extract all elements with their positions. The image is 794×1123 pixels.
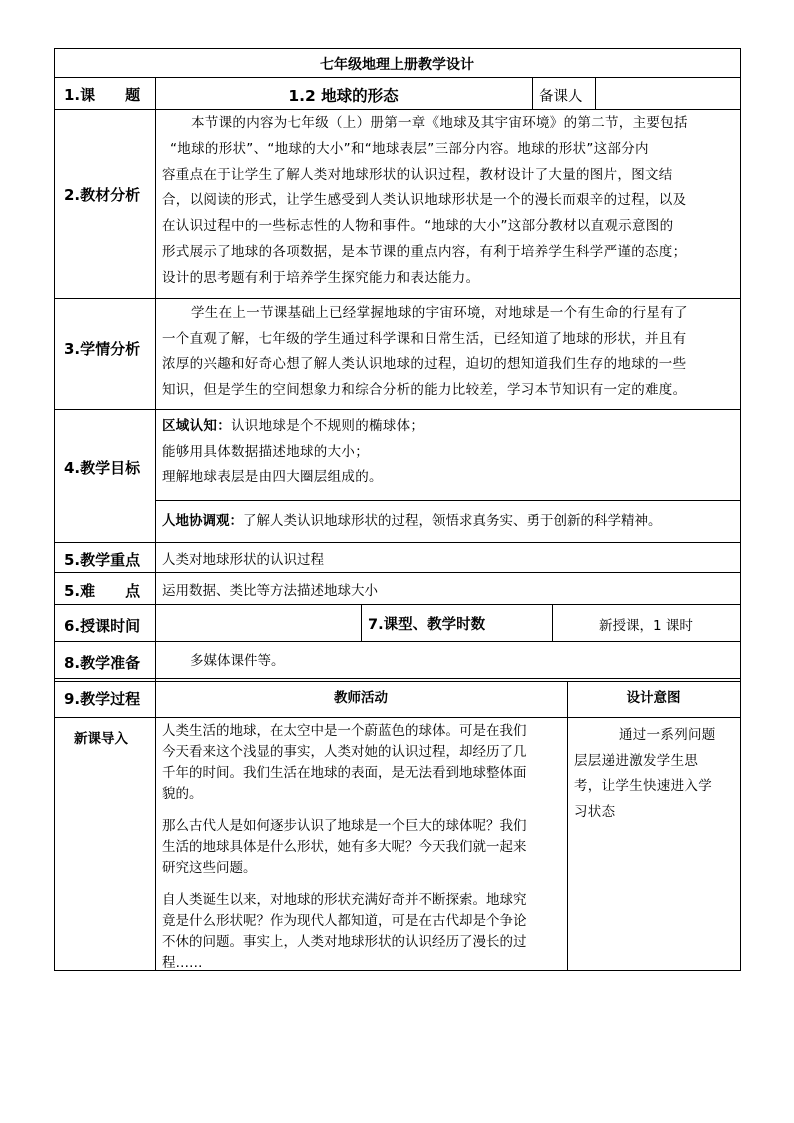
table-line [54,681,741,682]
page-title: 七年级地理上册教学设计 [320,57,474,73]
table-line [532,77,533,109]
analysis-line: 形式展示了地球的各项数据，是本节课的重点内容，有利于培养学生科学严谨的态度； [162,243,687,260]
lesson-type-label: 7.课型、教学时数 [368,617,486,633]
table-line [54,572,741,573]
lesson-type-value: 新授课，1 课时 [599,618,693,634]
table-line [155,77,156,970]
teacher-paragraph: 人类生活的地球，在太空中是一个蔚蓝色的球体。可是在我们 今天看来这个浅显的事实，人类对她的认识过程，却经历了几 千年的时间。我们生活在地球的表面，是无法看到地球整体面 貌的。 [162,723,527,802]
prep-value: 多媒体课件等。 [190,653,285,669]
topic-value: 1.2 地球的形态 [288,87,399,105]
analysis-line: 本节课的内容为七年级（上）册第一章《地球及其宇宙环境》的第二节，主要包括 [191,115,688,131]
process-label: 9.教学过程 [64,690,141,708]
table-line [54,717,741,718]
analysis-label: 2.教材分析 [64,186,141,204]
table-line [54,77,741,78]
teacher-column-header: 教师活动 [334,690,388,706]
keypoint-value: 人类对地球形状的认识过程 [162,552,324,568]
table-line [54,641,741,642]
difficulty-value: 运用数据、类比等方法描述地球大小 [162,583,378,599]
goal-line: 理解地球表层是由四大圈层组成的。 [162,469,383,485]
analysis-line: 合，以阅读的形式，让学生感受到人类认识地球形状是一个的漫长而艰辛的过程，以及 [162,192,687,209]
region-heading: 区域认知： [162,418,231,434]
students-line: 学生在上一节课基础上已经掌握地球的宇宙环境，对地球是一个有生命的行星有了 [191,305,688,321]
design-intent: 通过一系列问题 层层递进激发学生思 考，让学生快速进入学 习状态 [574,727,716,820]
topic-label: 1.课 题 [64,86,141,104]
goal-line: 认识地球是个不规则的椭球体； [231,418,425,434]
table-border-right [740,48,741,970]
region-goals [162,414,424,491]
analysis-text [162,111,688,292]
harmony-text: 了解人类认识地球形状的过程，领悟求真务实、勇于创新的科学精神。 [243,513,662,529]
table-line [54,678,741,679]
analysis-line: “地球的形状”、“地球的大小”和“地球表层”三部分内容。地球的形状”这部分内 [170,140,649,157]
teacher-paragraph: 那么古代人是如何逐步认识了地球是一个巨大的球体呢？我们 生活的地球具体是什么形状，她有多大呢？今天我们就一起来 研究这些问题。 [162,818,527,876]
table-line [54,109,741,110]
goals-label: 4.教学目标 [64,459,141,477]
table-line [54,409,741,410]
students-text [162,301,688,403]
analysis-line: 设计的思考题有利于培养学生探究能力和表达能力。 [162,269,480,286]
difficulty-label: 5.难 点 [64,582,141,600]
students-line: 浓厚的兴趣和好奇心想了解人类认识地球的过程，迫切的想知道我们生存的地球的一些 [162,356,687,372]
analysis-line: 在认识过程中的一些标志性的人物和事件。“地球的大小”这部分教材以直观示意图的 [162,218,674,235]
table-line [155,500,741,501]
analysis-line: 容重点在于让学生了解人类对地球形状的认识过程，教材设计了大量的图片，图文结 [162,166,673,183]
goal-line: 能够用具体数据描述地球的大小； [162,443,369,460]
stage-label: 新课导入 [74,731,128,747]
students-label: 3.学情分析 [64,340,141,358]
preparer-label: 备课人 [539,89,583,105]
students-line: 知识，但是学生的空间想象力和综合分析的能力比较差，学习本节知识有一定的难度。 [162,381,687,398]
keypoint-label: 5.教学重点 [64,551,141,569]
table-line [595,77,596,109]
teacher-paragraph: 自人类诞生以来，对地球的形状充满好奇并不断探索。地球究 竟是什么形状呢？作为现代人都知道，可是在古代却是个争论 不休的问题。事实上，人类对地球形状的认识经历了漫长的过 程…… [162,892,527,971]
table-line [54,604,741,605]
table-line [361,604,362,641]
harmony-goal [162,509,662,529]
teacher-activity [162,721,527,974]
table-border-left [54,48,55,970]
students-line: 一个直观了解，七年级的学生通过科学课和日常生活，已经知道了地球的形状，并且有 [162,330,687,347]
table-line [54,542,741,543]
table-border-top [54,48,741,49]
harmony-heading: 人地协调观： [162,513,243,529]
table-line [54,298,741,299]
intent-column-header: 设计意图 [626,690,681,706]
prep-label: 8.教学准备 [64,654,141,672]
table-line [567,681,568,970]
schedule-label: 6.授课时间 [64,617,141,635]
